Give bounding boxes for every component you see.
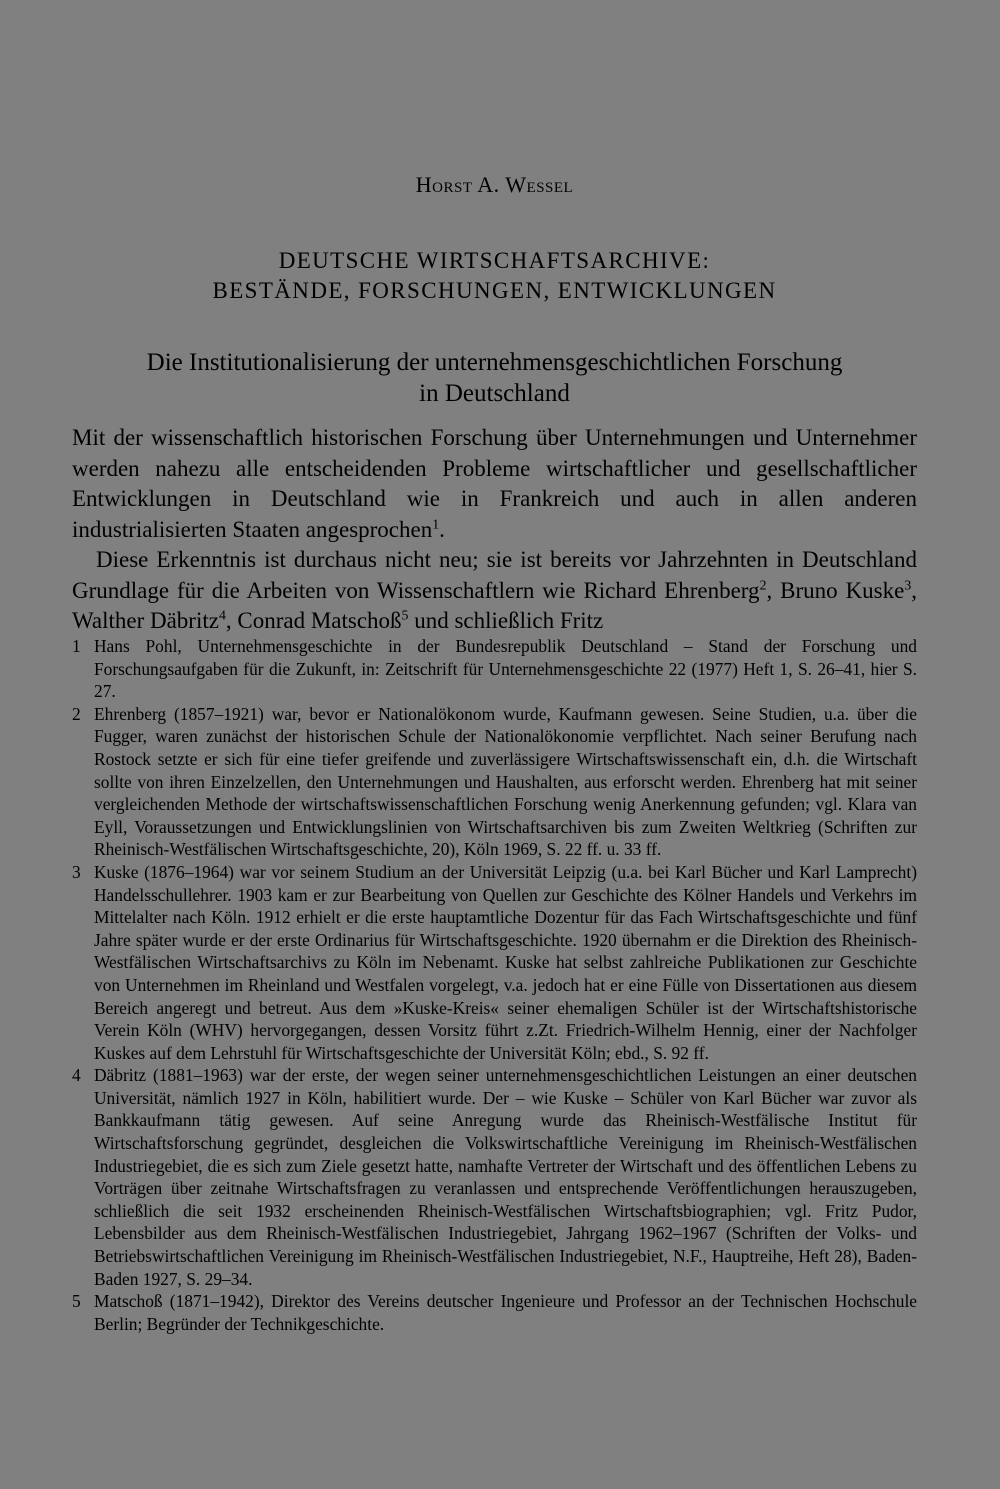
footnote-text: Hans Pohl, Unternehmensgeschichte in der Bundesrepublik Deutschland – Stand der Forschung und Forschungsaufgaben für die Zukunft, in: Zeitschrift für Unternehmensgeschichte 22 (1977) Heft 1, S. 26–41, hier S. 27.: [94, 636, 917, 702]
paragraph-2-text-a: Diese Erkenntnis ist durchaus nicht neu; sie ist bereits vor Jahrzehnten in Deutschland Grundlage für die Arbeiten von Wissenschaftlern wie Richard Ehrenberg: [72, 547, 917, 603]
footnote-number: 1: [72, 636, 81, 656]
footnote: [72, 861, 917, 1064]
article-title-line-1: DEUTSCHE WIRTSCHAFTSARCHIVE:: [278, 248, 711, 273]
paragraph-2-text-b: , Bruno Kuske: [766, 577, 905, 603]
footnote-ref-4: 4: [218, 607, 226, 623]
paragraph-2: [72, 545, 917, 637]
paragraph-2-text-d: , Conrad Matschoß: [225, 608, 402, 633]
footnote-number: 2: [72, 703, 81, 724]
footnote-ref-1: 1: [432, 515, 440, 531]
paragraph-1-text: Mit der wissenschaftlich historischen Forschung über Unternehmungen und Unternehmer werden nahezu alle entscheidenden Probleme wirtschaftlicher und gesellschaftlicher Entwicklungen in Deutschland wie in Frankreich und auch in allen anderen industrialisierten Staaten angesprochen: [72, 425, 917, 542]
paragraph-2-text-e: und schließlich Fritz: [408, 608, 604, 633]
body-text: [72, 423, 917, 637]
footnote-ref-3: 3: [904, 576, 912, 592]
footnote-text: Kuske (1876–1964) war vor seinem Studium an der Universität Leipzig (u.a. bei Karl Bücher und Karl Lamprecht) Handelsschullehrer. 1903 kam er zur Bearbeitung von Quellen zur Geschichte des Kölner Handels und Verkehrs im Mittelalter nach Köln. 1912 erhielt er die erste hauptamtliche Dozentur für das Fach Wirtschaftsgeschichte und fünf Jahre später wurde er der erste Ordinarius für Wirtschaftsgeschichte. 1920 übernahm er die Direktion des Rheinisch-Westfälischen Wirtschaftsarchivs zu Köln im Nebenamt. Kuske hat selbst zahlreiche Publikationen zur Geschichte von Unternehmen im Rheinland und Westfalen vorgelegt, v.a. jedoch hat er eine Fülle von Dissertationen aus diesem Bereich angeregt und betreut. Aus dem »Kuske-Kreis« seiner ehemaligen Schüler ist der Wirtschaftshistorische Verein Köln (WHV) hervorgegangen, dessen Vorsitz führt z.Zt. Friedrich-Wilhelm Hennig, einer der Nachfolger Kuskes auf dem Lehrstuhl für Wirtschaftsgeschichte der Universität Köln; ebd., S. 92 ff.: [94, 861, 917, 1063]
footnote: [72, 635, 917, 703]
footnotes: [72, 635, 917, 1335]
article-title: [72, 246, 917, 306]
author-name: Horst A. Wessel: [415, 172, 574, 197]
article-title-line-2: BESTÄNDE, FORSCHUNGEN, ENTWICKLUNGEN: [212, 278, 777, 303]
footnote-text: Matschoß (1871–1942), Direktor des Vereins deutscher Ingenieure und Professor an der Technischen Hochschule Berlin; Begründer der Technikgeschichte.: [94, 1291, 917, 1334]
footnote-number: 3: [72, 861, 81, 882]
footnote-ref-2: 2: [759, 576, 767, 592]
section-heading-line-2: in Deutschland: [419, 380, 570, 407]
section-heading: [72, 347, 917, 409]
footnote-ref-5: 5: [401, 607, 409, 623]
paragraph-1: [72, 423, 917, 545]
footnote: [72, 1064, 917, 1290]
footnote: [72, 1290, 917, 1335]
section-heading-line-1: Die Institutionalisierung der unternehmensgeschichtlichen Forschung: [146, 349, 843, 376]
footnote-number: 5: [72, 1291, 81, 1312]
paragraph-2-text-c: , Walther Däbritz: [72, 577, 918, 633]
footnote-text: Ehrenberg (1857–1921) war, bevor er Nationalökonom wurde, Kaufmann gewesen. Seine Studien, u.a. über die Fugger, waren zunächst der historischen Schule der Nationalökonomie verpflichtet. Nach seiner Berufung nach Rostock setzte er sich für eine tiefer greifende und zuverlässigere Wirtschaftswissenschaft ein, d.h. die Wirtschaft sollte von ihren Einzelzellen, den Unternehmungen und Haushalten, aus erforscht werden. Ehrenberg hat mit seiner vergleichenden Methode der wirtschaftswissenschaftlichen Forschung wenig Anerkennung gefunden; vgl. Klara van Eyll, Voraussetzungen und Entwicklungslinien von Wirtschaftsarchiven bis zum Zweiten Weltkrieg (Schriften zur Rheinisch-Westfälischen Wirtschaftsgeschichte, 20), Köln 1969, S. 22 ff. u. 33 ff.: [94, 703, 917, 860]
footnote: [72, 703, 917, 861]
paragraph-1-end: .: [439, 516, 445, 542]
footnote-number: 4: [72, 1065, 81, 1086]
footnote-text: Däbritz (1881–1963) war der erste, der wegen seiner unternehmensgeschichtlichen Leistungen an einer deutschen Universität, nämlich 1927 in Köln, habilitiert wurde. Der – wie Kuske – Schüler von Karl Bücher war zuvor als Bankkaufmann tätig gewesen. Auf seine Anregung wurde das Rheinisch-Westfälische Institut für Wirtschaftsforschung gegründet, desgleichen die Volkswirtschaftliche Vereinigung im Rheinisch-Westfälischen Industriegebiet, die es sich zum Ziele gesetzt hatte, namhafte Vertreter der Wirtschaft und des öffentlichen Lebens zu Vorträgen über zeitnahe Wirtschaftsfragen zu veranlassen und entsprechende Veröffentlichungen herauszugeben, schließlich die seit 1932 erscheinenden Rheinisch-Westfälischen Wirtschaftsbiographien; vgl. Fritz Pudor, Lebensbilder aus dem Rheinisch-Westfälischen Industriegebiet, Jahrgang 1962–1967 (Schriften der Volks- und Betriebswirtschaftlichen Vereinigung im Rheinisch-Westfälischen Industriegebiet, N.F., Hauptreihe, Heft 28), Baden-Baden 1927, S. 29–34.: [94, 1065, 917, 1289]
